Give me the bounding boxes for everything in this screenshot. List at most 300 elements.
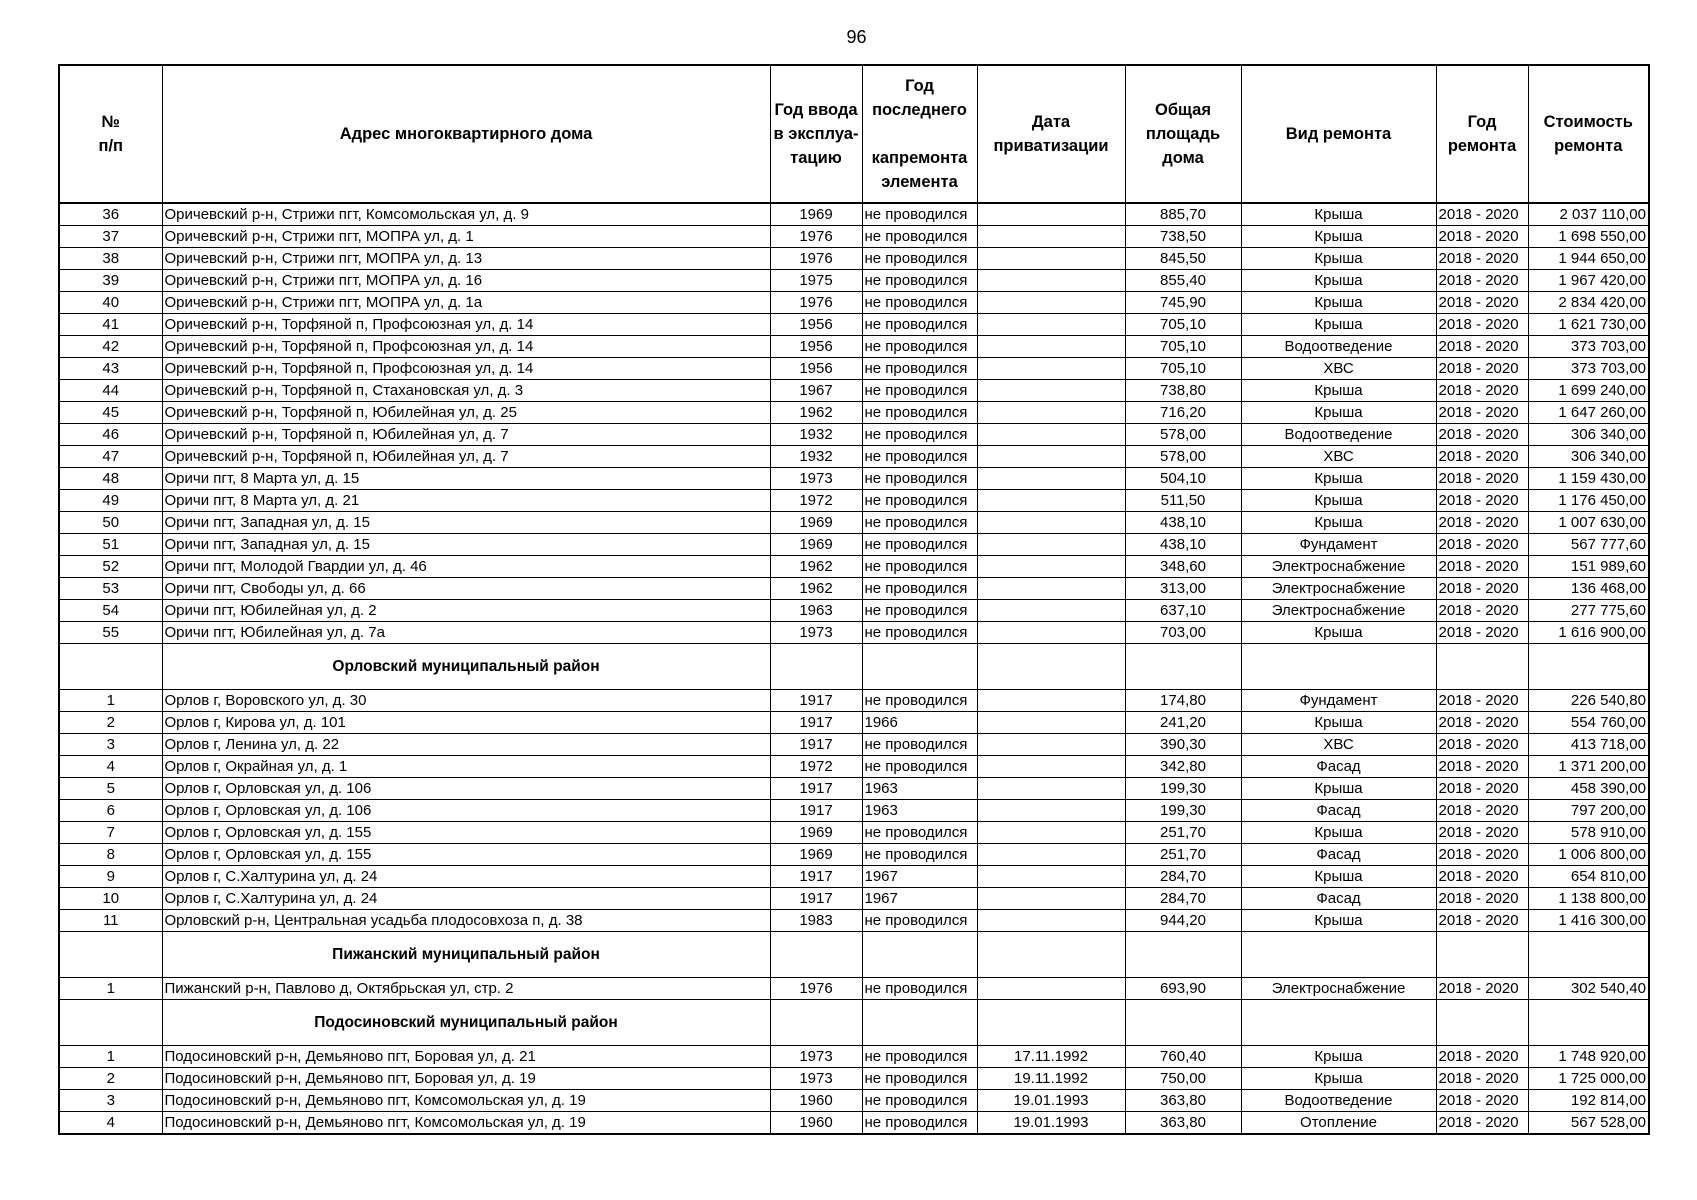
cell-cost: 578 910,00 [1528, 822, 1649, 844]
cell-privatization [977, 336, 1125, 358]
cell-address: Орловский р-н, Центральная усадьба плодосовхоза п, д. 38 [162, 910, 770, 932]
cell-cost: 567 777,60 [1528, 534, 1649, 556]
table-header-row [59, 65, 1649, 203]
cell-repair-year: 2018 - 2020 [1436, 203, 1528, 226]
cell-number: 10 [59, 888, 162, 910]
cell-repair-type: Крыша [1241, 270, 1436, 292]
cell-number: 4 [59, 756, 162, 778]
table-row [59, 734, 1649, 756]
cell-address: Орлов г, Орловская ул, д. 155 [162, 844, 770, 866]
cell-year-built: 1967 [770, 380, 862, 402]
cell-privatization: 19.11.1992 [977, 1068, 1125, 1090]
cell-privatization [977, 822, 1125, 844]
cell-area: 885,70 [1125, 203, 1241, 226]
cell-address: Оричи пгт, Юбилейная ул, д. 2 [162, 600, 770, 622]
cell-number: 48 [59, 468, 162, 490]
cell-privatization [977, 978, 1125, 1000]
cell-repair-year: 2018 - 2020 [1436, 512, 1528, 534]
cell-privatization [977, 468, 1125, 490]
cell-year-built: 1969 [770, 203, 862, 226]
cell-area: 637,10 [1125, 600, 1241, 622]
repair-table [58, 64, 1650, 1135]
cell-repair-year: 2018 - 2020 [1436, 336, 1528, 358]
table-row [59, 203, 1649, 226]
cell-privatization [977, 358, 1125, 380]
table-row [59, 446, 1649, 468]
cell-number: 3 [59, 734, 162, 756]
cell-last-repair: не проводился [862, 600, 977, 622]
table-row [59, 292, 1649, 314]
cell-area: 438,10 [1125, 534, 1241, 556]
cell-privatization [977, 844, 1125, 866]
cell-cost: 226 540,80 [1528, 690, 1649, 712]
cell-area: 855,40 [1125, 270, 1241, 292]
cell-repair-type: Электроснабжение [1241, 600, 1436, 622]
cell-year-built: 1976 [770, 978, 862, 1000]
cell-address: Оричи пгт, 8 Марта ул, д. 21 [162, 490, 770, 512]
cell-repair-year: 2018 - 2020 [1436, 712, 1528, 734]
cell-repair-year: 2018 - 2020 [1436, 734, 1528, 756]
table-row [59, 822, 1649, 844]
cell-address: Орлов г, С.Халтурина ул, д. 24 [162, 888, 770, 910]
cell-repair-type: Крыша [1241, 226, 1436, 248]
cell-repair-type: Крыша [1241, 402, 1436, 424]
cell-area: 504,10 [1125, 468, 1241, 490]
table-body [59, 203, 1649, 1134]
cell-repair-type: Крыша [1241, 203, 1436, 226]
cell-repair-type: Электроснабжение [1241, 978, 1436, 1000]
cell-area: 284,70 [1125, 888, 1241, 910]
cell-cost: 373 703,00 [1528, 358, 1649, 380]
cell-address: Орлов г, Кирова ул, д. 101 [162, 712, 770, 734]
cell-repair-year: 2018 - 2020 [1436, 534, 1528, 556]
cell-number: 46 [59, 424, 162, 446]
cell-year-built: 1917 [770, 800, 862, 822]
cell-privatization: 19.01.1993 [977, 1112, 1125, 1135]
section-empty-cell [1436, 932, 1528, 978]
cell-area: 578,00 [1125, 424, 1241, 446]
cell-area: 390,30 [1125, 734, 1241, 756]
cell-cost: 373 703,00 [1528, 336, 1649, 358]
cell-cost: 1 176 450,00 [1528, 490, 1649, 512]
table-row [59, 336, 1649, 358]
cell-number: 1 [59, 1046, 162, 1068]
cell-privatization [977, 778, 1125, 800]
cell-number: 39 [59, 270, 162, 292]
cell-address: Оричевский р-н, Стрижи пгт, МОПРА ул, д. 1 [162, 226, 770, 248]
header-year-built: Год ввода в эксплуа-тацию [770, 65, 862, 203]
cell-repair-type: Фасад [1241, 756, 1436, 778]
cell-last-repair: 1963 [862, 800, 977, 822]
cell-repair-year: 2018 - 2020 [1436, 1046, 1528, 1068]
cell-repair-type: Фасад [1241, 888, 1436, 910]
cell-cost: 1 159 430,00 [1528, 468, 1649, 490]
cell-year-built: 1972 [770, 756, 862, 778]
table-row [59, 1046, 1649, 1068]
header-repair-type: Вид ремонта [1241, 65, 1436, 203]
cell-privatization [977, 734, 1125, 756]
cell-privatization [977, 226, 1125, 248]
cell-address: Орлов г, Ленина ул, д. 22 [162, 734, 770, 756]
cell-privatization: 17.11.1992 [977, 1046, 1125, 1068]
cell-repair-type: Крыша [1241, 380, 1436, 402]
cell-last-repair: не проводился [862, 248, 977, 270]
cell-number: 52 [59, 556, 162, 578]
cell-area: 199,30 [1125, 800, 1241, 822]
cell-address: Оричевский р-н, Торфяной п, Юбилейная ул, д. 7 [162, 446, 770, 468]
cell-cost: 192 814,00 [1528, 1090, 1649, 1112]
table-row [59, 556, 1649, 578]
section-empty-cell [1125, 1000, 1241, 1046]
cell-repair-type: Крыша [1241, 248, 1436, 270]
table-row [59, 888, 1649, 910]
cell-last-repair: не проводился [862, 358, 977, 380]
cell-address: Оричевский р-н, Стрижи пгт, МОПРА ул, д. 16 [162, 270, 770, 292]
cell-year-built: 1969 [770, 534, 862, 556]
section-empty-cell [770, 644, 862, 690]
cell-address: Подосиновский р-н, Демьяново пгт, Боровая ул, д. 19 [162, 1068, 770, 1090]
cell-privatization [977, 800, 1125, 822]
cell-cost: 1 006 800,00 [1528, 844, 1649, 866]
cell-cost: 458 390,00 [1528, 778, 1649, 800]
cell-number: 11 [59, 910, 162, 932]
cell-cost: 306 340,00 [1528, 424, 1649, 446]
cell-privatization [977, 446, 1125, 468]
cell-address: Оричевский р-н, Торфяной п, Стахановская ул, д. 3 [162, 380, 770, 402]
section-empty-cell [770, 932, 862, 978]
cell-year-built: 1972 [770, 490, 862, 512]
section-empty-cell [977, 644, 1125, 690]
cell-area: 750,00 [1125, 1068, 1241, 1090]
cell-year-built: 1956 [770, 336, 862, 358]
cell-area: 738,50 [1125, 226, 1241, 248]
cell-cost: 306 340,00 [1528, 446, 1649, 468]
cell-last-repair: не проводился [862, 822, 977, 844]
cell-address: Оричи пгт, Юбилейная ул, д. 7а [162, 622, 770, 644]
cell-year-built: 1917 [770, 734, 862, 756]
table-row [59, 756, 1649, 778]
cell-area: 199,30 [1125, 778, 1241, 800]
section-empty-cell [1528, 644, 1649, 690]
cell-cost: 797 200,00 [1528, 800, 1649, 822]
cell-area: 745,90 [1125, 292, 1241, 314]
cell-privatization [977, 424, 1125, 446]
cell-address: Оричевский р-н, Стрижи пгт, Комсомольская ул, д. 9 [162, 203, 770, 226]
cell-area: 703,00 [1125, 622, 1241, 644]
cell-number: 4 [59, 1112, 162, 1135]
cell-last-repair: не проводился [862, 226, 977, 248]
table-row [59, 578, 1649, 600]
cell-address: Орлов г, Орловская ул, д. 106 [162, 800, 770, 822]
cell-last-repair: не проводился [862, 424, 977, 446]
cell-last-repair: не проводился [862, 468, 977, 490]
cell-area: 313,00 [1125, 578, 1241, 600]
cell-number: 37 [59, 226, 162, 248]
cell-repair-type: Водоотведение [1241, 424, 1436, 446]
cell-year-built: 1973 [770, 468, 862, 490]
cell-number: 45 [59, 402, 162, 424]
cell-last-repair: не проводился [862, 314, 977, 336]
section-empty-cell [59, 932, 162, 978]
cell-repair-type: Крыша [1241, 292, 1436, 314]
cell-repair-year: 2018 - 2020 [1436, 910, 1528, 932]
cell-repair-year: 2018 - 2020 [1436, 578, 1528, 600]
cell-repair-year: 2018 - 2020 [1436, 778, 1528, 800]
table-row [59, 1090, 1649, 1112]
cell-area: 241,20 [1125, 712, 1241, 734]
cell-repair-type: ХВС [1241, 446, 1436, 468]
header-number: № п/п [59, 65, 162, 203]
cell-number: 2 [59, 712, 162, 734]
cell-year-built: 1956 [770, 314, 862, 336]
cell-address: Оричевский р-н, Торфяной п, Профсоюзная ул, д. 14 [162, 336, 770, 358]
cell-repair-year: 2018 - 2020 [1436, 844, 1528, 866]
cell-cost: 1 138 800,00 [1528, 888, 1649, 910]
cell-cost: 302 540,40 [1528, 978, 1649, 1000]
cell-address: Орлов г, Орловская ул, д. 155 [162, 822, 770, 844]
cell-repair-type: Крыша [1241, 512, 1436, 534]
cell-address: Оричи пгт, Западная ул, д. 15 [162, 512, 770, 534]
cell-repair-year: 2018 - 2020 [1436, 490, 1528, 512]
cell-repair-year: 2018 - 2020 [1436, 314, 1528, 336]
cell-address: Орлов г, Воровского ул, д. 30 [162, 690, 770, 712]
cell-last-repair: не проводился [862, 203, 977, 226]
cell-repair-year: 2018 - 2020 [1436, 822, 1528, 844]
cell-number: 41 [59, 314, 162, 336]
cell-privatization [977, 314, 1125, 336]
table-row [59, 226, 1649, 248]
cell-year-built: 1962 [770, 578, 862, 600]
cell-year-built: 1932 [770, 424, 862, 446]
section-empty-cell [59, 1000, 162, 1046]
cell-cost: 567 528,00 [1528, 1112, 1649, 1135]
cell-privatization [977, 203, 1125, 226]
cell-repair-type: Крыша [1241, 910, 1436, 932]
cell-area: 438,10 [1125, 512, 1241, 534]
cell-number: 7 [59, 822, 162, 844]
cell-address: Орлов г, Окрайная ул, д. 1 [162, 756, 770, 778]
cell-privatization [977, 556, 1125, 578]
table-row [59, 468, 1649, 490]
cell-number: 8 [59, 844, 162, 866]
cell-repair-year: 2018 - 2020 [1436, 978, 1528, 1000]
cell-cost: 1 616 900,00 [1528, 622, 1649, 644]
cell-cost: 654 810,00 [1528, 866, 1649, 888]
table-row [59, 512, 1649, 534]
cell-number: 6 [59, 800, 162, 822]
cell-address: Подосиновский р-н, Демьяново пгт, Комсомольская ул, д. 19 [162, 1112, 770, 1135]
section-empty-cell [977, 1000, 1125, 1046]
cell-cost: 1 967 420,00 [1528, 270, 1649, 292]
cell-last-repair: не проводился [862, 380, 977, 402]
cell-repair-type: Крыша [1241, 314, 1436, 336]
cell-number: 47 [59, 446, 162, 468]
section-empty-cell [1241, 1000, 1436, 1046]
cell-last-repair: не проводился [862, 734, 977, 756]
header-privatization: Дата приватизации [977, 65, 1125, 203]
cell-address: Оричи пгт, Западная ул, д. 15 [162, 534, 770, 556]
cell-address: Оричевский р-н, Торфяной п, Профсоюзная ул, д. 14 [162, 314, 770, 336]
cell-address: Подосиновский р-н, Демьяново пгт, Боровая ул, д. 21 [162, 1046, 770, 1068]
section-title: Подосиновский муниципальный район [162, 1000, 770, 1046]
cell-privatization [977, 600, 1125, 622]
cell-last-repair: не проводился [862, 402, 977, 424]
section-title: Орловский муниципальный район [162, 644, 770, 690]
cell-privatization [977, 402, 1125, 424]
page-number: 96 [846, 27, 867, 47]
header-address: Адрес многоквартирного дома [162, 65, 770, 203]
cell-repair-type: Крыша [1241, 622, 1436, 644]
cell-number: 49 [59, 490, 162, 512]
cell-repair-type: Отопление [1241, 1112, 1436, 1135]
cell-last-repair: не проводился [862, 1112, 977, 1135]
cell-area: 174,80 [1125, 690, 1241, 712]
cell-repair-type: Крыша [1241, 822, 1436, 844]
cell-number: 42 [59, 336, 162, 358]
cell-number: 54 [59, 600, 162, 622]
header-repair-year: Год ремонта [1436, 65, 1528, 203]
cell-address: Оричевский р-н, Стрижи пгт, МОПРА ул, д. 1а [162, 292, 770, 314]
cell-year-built: 1969 [770, 822, 862, 844]
cell-repair-year: 2018 - 2020 [1436, 380, 1528, 402]
header-last-repair: Год последнего капремонта элемента [862, 65, 977, 203]
cell-number: 50 [59, 512, 162, 534]
cell-area: 251,70 [1125, 822, 1241, 844]
table-row [59, 866, 1649, 888]
cell-number: 51 [59, 534, 162, 556]
cell-last-repair: не проводился [862, 1046, 977, 1068]
cell-cost: 554 760,00 [1528, 712, 1649, 734]
cell-number: 36 [59, 203, 162, 226]
section-empty-cell [1125, 932, 1241, 978]
cell-year-built: 1917 [770, 778, 862, 800]
table-row [59, 1112, 1649, 1135]
table-row [59, 1068, 1649, 1090]
cell-last-repair: не проводился [862, 336, 977, 358]
cell-area: 363,80 [1125, 1112, 1241, 1135]
cell-year-built: 1973 [770, 1046, 862, 1068]
cell-repair-year: 2018 - 2020 [1436, 888, 1528, 910]
cell-last-repair: 1967 [862, 888, 977, 910]
cell-repair-type: Крыша [1241, 490, 1436, 512]
cell-year-built: 1960 [770, 1090, 862, 1112]
cell-repair-year: 2018 - 2020 [1436, 402, 1528, 424]
cell-last-repair: не проводился [862, 512, 977, 534]
cell-privatization [977, 578, 1125, 600]
cell-cost: 2 037 110,00 [1528, 203, 1649, 226]
table-row [59, 402, 1649, 424]
cell-repair-year: 2018 - 2020 [1436, 292, 1528, 314]
table-row [59, 690, 1649, 712]
table-row [59, 314, 1649, 336]
cell-address: Орлов г, Орловская ул, д. 106 [162, 778, 770, 800]
cell-year-built: 1983 [770, 910, 862, 932]
cell-repair-year: 2018 - 2020 [1436, 468, 1528, 490]
cell-number: 43 [59, 358, 162, 380]
cell-privatization [977, 380, 1125, 402]
table-row [59, 600, 1649, 622]
table-row [59, 490, 1649, 512]
cell-repair-year: 2018 - 2020 [1436, 1068, 1528, 1090]
cell-address: Оричевский р-н, Торфяной п, Юбилейная ул, д. 7 [162, 424, 770, 446]
cell-number: 1 [59, 690, 162, 712]
cell-last-repair: не проводился [862, 1090, 977, 1112]
cell-privatization [977, 910, 1125, 932]
cell-year-built: 1917 [770, 690, 862, 712]
cell-repair-type: Электроснабжение [1241, 556, 1436, 578]
cell-repair-type: Крыша [1241, 1046, 1436, 1068]
table-row [59, 712, 1649, 734]
cell-number: 40 [59, 292, 162, 314]
header-area: Общая площадь дома [1125, 65, 1241, 203]
cell-last-repair: не проводился [862, 270, 977, 292]
cell-number: 44 [59, 380, 162, 402]
header-cost: Стоимость ремонта [1528, 65, 1649, 203]
cell-repair-type: Фундамент [1241, 690, 1436, 712]
cell-area: 284,70 [1125, 866, 1241, 888]
cell-last-repair: не проводился [862, 534, 977, 556]
section-empty-cell [59, 644, 162, 690]
cell-cost: 1 699 240,00 [1528, 380, 1649, 402]
cell-area: 716,20 [1125, 402, 1241, 424]
table-row [59, 270, 1649, 292]
cell-address: Оричевский р-н, Стрижи пгт, МОПРА ул, д. 13 [162, 248, 770, 270]
cell-repair-year: 2018 - 2020 [1436, 1112, 1528, 1135]
cell-repair-type: Фасад [1241, 800, 1436, 822]
table-row [59, 778, 1649, 800]
cell-cost: 1 748 920,00 [1528, 1046, 1649, 1068]
cell-year-built: 1969 [770, 512, 862, 534]
cell-last-repair: 1967 [862, 866, 977, 888]
cell-area: 705,10 [1125, 314, 1241, 336]
table-row [59, 358, 1649, 380]
cell-number: 1 [59, 978, 162, 1000]
section-empty-cell [1241, 932, 1436, 978]
cell-last-repair: не проводился [862, 622, 977, 644]
cell-privatization [977, 712, 1125, 734]
cell-year-built: 1976 [770, 292, 862, 314]
cell-repair-year: 2018 - 2020 [1436, 248, 1528, 270]
cell-last-repair: не проводился [862, 690, 977, 712]
cell-year-built: 1973 [770, 1068, 862, 1090]
cell-year-built: 1917 [770, 866, 862, 888]
cell-repair-type: Крыша [1241, 468, 1436, 490]
cell-year-built: 1962 [770, 402, 862, 424]
cell-repair-type: Водоотведение [1241, 336, 1436, 358]
section-empty-cell [1528, 932, 1649, 978]
cell-cost: 1 371 200,00 [1528, 756, 1649, 778]
cell-repair-type: ХВС [1241, 734, 1436, 756]
cell-repair-type: Крыша [1241, 1068, 1436, 1090]
cell-repair-type: Водоотведение [1241, 1090, 1436, 1112]
section-empty-cell [977, 932, 1125, 978]
table-row [59, 978, 1649, 1000]
cell-repair-year: 2018 - 2020 [1436, 226, 1528, 248]
cell-repair-year: 2018 - 2020 [1436, 866, 1528, 888]
cell-cost: 1 007 630,00 [1528, 512, 1649, 534]
cell-cost: 277 775,60 [1528, 600, 1649, 622]
cell-address: Оричевский р-н, Торфяной п, Юбилейная ул, д. 25 [162, 402, 770, 424]
cell-repair-type: Фундамент [1241, 534, 1436, 556]
cell-year-built: 1962 [770, 556, 862, 578]
cell-repair-year: 2018 - 2020 [1436, 446, 1528, 468]
cell-last-repair: не проводился [862, 756, 977, 778]
cell-repair-year: 2018 - 2020 [1436, 556, 1528, 578]
cell-address: Подосиновский р-н, Демьяново пгт, Комсомольская ул, д. 19 [162, 1090, 770, 1112]
cell-repair-year: 2018 - 2020 [1436, 270, 1528, 292]
cell-last-repair: не проводился [862, 490, 977, 512]
section-empty-cell [862, 644, 977, 690]
